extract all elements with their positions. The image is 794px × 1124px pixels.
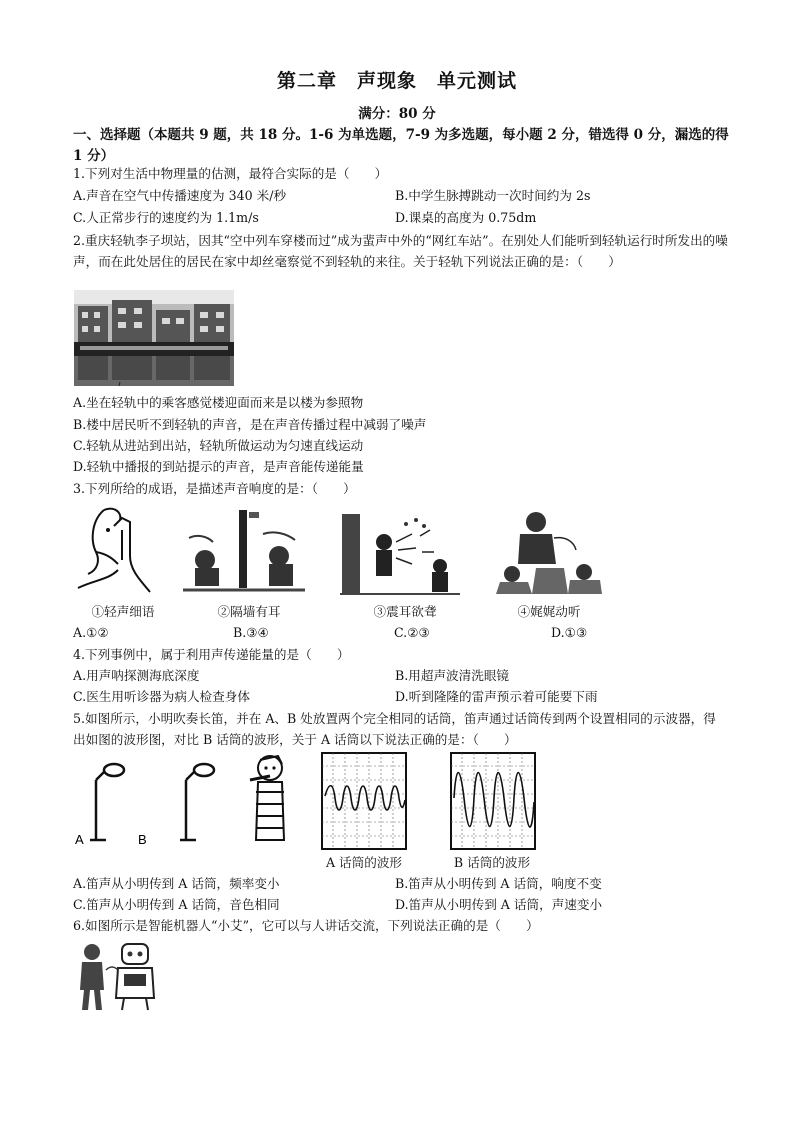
q5-option-a: A.笛声从小明传到 A 话筒，频率变小 — [73, 876, 280, 891]
q3-caption-4: ④娓娓动听 — [517, 604, 581, 619]
q2-stem: 2.重庆轻轨李子坝站，因其“空中列车穿楼而过”成为蜚声中外的“网红车站”。在别处人们能听到轻轨运行时所发出的噪声，而在此处居住的居民在家中却丝毫察觉不到轻轨的来往。关于轻轨下列说法正确的是：（ ） — [73, 233, 728, 269]
q4-option-c: C.医生用听诊器为病人检查身体 — [73, 689, 250, 704]
pleasant-speech-illustration — [492, 508, 604, 596]
q3-option-d: D.①③ — [551, 625, 588, 640]
q5-stem: 5.如图所示，小明吹奏长笛，并在 A、B 处放置两个完全相同的话筒，笛声通过话筒传到两个设置相同的示波器，得出如图的波形图，对比 B 话筒的波形，关于 A 话筒以下说法正确的是：（ ） — [73, 711, 716, 747]
q1-stem: 1.下列对生活中物理量的估测，最符合实际的是（ ） — [73, 166, 388, 181]
q5-option-b: B.笛声从小明传到 A 话筒，响度不变 — [395, 876, 602, 891]
deafening-illustration — [340, 512, 460, 596]
wave-b-oscilloscope — [450, 752, 536, 850]
q1-option-d: D.课桌的高度为 0.75dm — [395, 210, 537, 225]
q3-caption-2: ②隔墙有耳 — [217, 604, 281, 619]
wave-a-caption: A 话筒的波形 — [325, 855, 403, 870]
robot-xiaoai-illustration — [74, 940, 164, 1012]
q3-caption-1: ①轻声细语 — [91, 604, 155, 619]
q3-option-b: B.③④ — [233, 625, 269, 640]
q1-option-a: A.声音在空气中传播速度为 340 米/秒 — [73, 188, 287, 203]
q4-stem: 4.下列事例中，属于利用声传递能量的是（ ） — [73, 647, 350, 662]
q4-option-d: D.听到隆隆的雷声预示着可能要下雨 — [395, 689, 598, 704]
whisper-illustration — [74, 500, 156, 596]
q5-option-c: C.笛声从小明传到 A 话筒，音色相同 — [73, 897, 280, 912]
wave-a-oscilloscope — [321, 752, 407, 850]
q3-caption-3: ③震耳欲聋 — [373, 604, 437, 619]
page-title: 第二章 声现象 单元测试 — [276, 70, 517, 92]
label-a: A — [75, 832, 84, 844]
q2-option-c: C.轻轨从进站到出站，轻轨所做运动为匀速直线运动 — [73, 438, 364, 453]
wall-ears-illustration — [183, 508, 305, 596]
q2-option-a: A.坐在轻轨中的乘客感觉楼迎面而来是以楼为参照物 — [73, 395, 364, 410]
label-b: B — [138, 832, 147, 844]
q2-option-d: D.轻轨中播报的到站提示的声音，是声音能传递能量 — [73, 459, 364, 474]
q4-option-b: B.用超声波清洗眼镜 — [395, 668, 510, 683]
section-heading: 一、选择题（本题共 9 题，共 18 分。1-6 为单选题，7-9 为多选题，每小题 2 分，错选得 0 分，漏选的得 1 分） — [73, 127, 729, 164]
q2-option-b: B.楼中居民听不到轻轨的声音，是在声音传播过程中减弱了噪声 — [73, 417, 427, 432]
q5-option-d: D.笛声从小明传到 A 话筒，声速变小 — [395, 897, 603, 912]
q1-option-b: B.中学生脉搏跳动一次时间约为 2s — [395, 188, 591, 203]
q6-stem: 6.如图所示是智能机器人“小艾”，它可以与人讲话交流，下列说法正确的是（ ） — [73, 918, 539, 933]
microphone-stands-diagram — [74, 760, 224, 844]
q4-option-a: A.用声呐探测海底深度 — [73, 668, 200, 683]
light-rail-photo — [74, 290, 234, 386]
full-score: 满分：80 分 — [358, 106, 436, 122]
q3-stem: 3.下列所给的成语，是描述声音响度的是：（ ） — [73, 481, 356, 496]
q1-option-c: C.人正常步行的速度约为 1.1m/s — [73, 210, 259, 225]
flute-player-illustration — [248, 752, 298, 848]
q3-option-c: C.②③ — [394, 625, 430, 640]
q3-option-a: A.①② — [73, 625, 109, 640]
wave-b-caption: B 话筒的波形 — [453, 855, 531, 870]
